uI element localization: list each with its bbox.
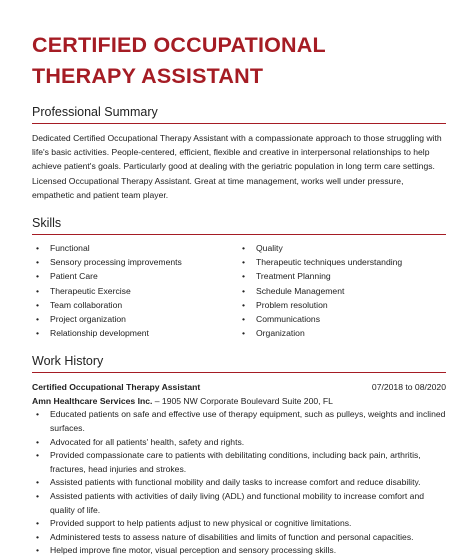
bullet-icon: • bbox=[242, 285, 246, 296]
bullet-icon: • bbox=[242, 314, 246, 325]
skill-item bbox=[36, 298, 242, 312]
name-line-2: THERAPY ASSISTANT bbox=[32, 64, 264, 88]
bullet-icon: • bbox=[36, 285, 40, 296]
resume-name bbox=[32, 0, 446, 92]
skills-section bbox=[32, 216, 446, 340]
skill-item-text: Sensory processing improvements bbox=[50, 257, 182, 268]
skill-item bbox=[242, 312, 402, 326]
skill-item bbox=[36, 269, 242, 283]
job-bullet bbox=[36, 490, 446, 517]
skill-item-text: Functional bbox=[50, 243, 90, 254]
skill-item-text: Team collaboration bbox=[50, 299, 123, 310]
skills-title: Skills bbox=[32, 216, 62, 231]
bullet-icon: • bbox=[36, 491, 40, 501]
skill-item-text: Patient Care bbox=[50, 271, 98, 282]
job-title: Certified Occupational Therapy Assistant bbox=[32, 382, 201, 393]
work-divider bbox=[32, 372, 446, 373]
job-bullet-text: Provided compassionate care to patients with debilitating conditions, including back pain, arthritis, fractures, head injuries and strokes. bbox=[50, 450, 421, 474]
skill-item-text: Project organization bbox=[50, 314, 126, 325]
bullet-icon: • bbox=[242, 243, 246, 254]
company-line bbox=[32, 394, 446, 408]
job-bullet-text: Advocated for all patients' health, safety and rights. bbox=[50, 436, 245, 447]
skill-item-text: Treatment Planning bbox=[256, 271, 331, 282]
summary-title: Professional Summary bbox=[32, 105, 158, 119]
skill-item bbox=[242, 269, 402, 283]
skill-item-text: Relationship development bbox=[50, 328, 149, 339]
work-title: Work History bbox=[32, 354, 104, 369]
bullet-icon: • bbox=[242, 257, 246, 268]
bullet-icon: • bbox=[36, 531, 40, 542]
skill-item bbox=[242, 326, 402, 340]
skill-item-text: Communications bbox=[256, 314, 320, 325]
job-bullet-text: Helped improve fine motor, visual perception and sensory processing skills. bbox=[50, 545, 337, 556]
job-bullet-text: Assisted patients with functional mobility and daily tasks to increase comfort and reduce disability. bbox=[50, 477, 421, 488]
bullet-icon: • bbox=[36, 409, 40, 420]
skills-left-list bbox=[32, 241, 242, 340]
job-bullet-text: Assisted patients with activities of daily living (ADL) and functional mobility to increase comfort and quality of life. bbox=[50, 491, 425, 515]
bullet-icon: • bbox=[36, 314, 40, 325]
skills-columns bbox=[32, 241, 446, 340]
skill-item-text: Therapeutic Exercise bbox=[50, 285, 131, 296]
bullet-icon: • bbox=[36, 450, 40, 461]
skill-item bbox=[242, 241, 402, 255]
bullet-icon: • bbox=[36, 271, 40, 282]
bullet-icon: • bbox=[36, 545, 40, 556]
bullet-icon: • bbox=[36, 518, 40, 529]
bullet-icon: • bbox=[242, 299, 246, 310]
skill-item bbox=[36, 255, 242, 269]
summary-text: Dedicated Certified Occupational Therapy Assistant with a compassionate approach to those struggling with life's basic activities. People-centered, efficient, flexible and creative in interpersonal relationships to help achieve patient's goals. Particularly good at dealing with the geriatric population in long term care settings. Licensed Occupational Therapy Assistant. Great at time management, works well under pressure, empathetic and patient team player. bbox=[32, 133, 442, 200]
company-location: – 1905 NW Corporate Boulevard Suite 200, FL bbox=[152, 396, 333, 407]
skill-item bbox=[36, 312, 242, 326]
job-dates: 07/2018 to 08/2020 bbox=[371, 382, 446, 393]
job-bullet bbox=[36, 476, 446, 490]
bullet-icon: • bbox=[36, 328, 40, 339]
skill-item-text: Therapeutic techniques understanding bbox=[256, 257, 403, 268]
bullet-icon: • bbox=[36, 257, 40, 268]
skills-right-list bbox=[242, 241, 402, 340]
skill-item-text: Quality bbox=[256, 243, 283, 254]
skill-item bbox=[242, 255, 402, 269]
job-header bbox=[32, 380, 446, 394]
skill-item bbox=[36, 284, 242, 298]
job-bullet-text: Educated patients on safe and effective use of therapy equipment, such as pulleys, weights and inclined surfaces. bbox=[50, 409, 446, 434]
job-bullet bbox=[36, 449, 446, 476]
company-name: Amn Healthcare Services Inc. bbox=[32, 396, 153, 407]
skill-item bbox=[36, 326, 242, 340]
bullet-icon: • bbox=[36, 299, 40, 310]
skill-item bbox=[242, 284, 402, 298]
job-bullet-text: Administered tests to assess nature of disabilities and limits of function and personal capacities. bbox=[50, 531, 414, 542]
bullet-icon: • bbox=[36, 436, 40, 447]
skill-item-text: Problem resolution bbox=[256, 299, 328, 310]
bullet-icon: • bbox=[36, 243, 40, 254]
bullet-icon: • bbox=[242, 271, 246, 282]
bullet-icon: • bbox=[36, 477, 40, 488]
skills-divider bbox=[32, 234, 446, 235]
summary-section bbox=[32, 105, 446, 202]
skill-item-text: Schedule Management bbox=[256, 285, 345, 296]
job-bullet-list bbox=[32, 408, 446, 558]
work-section bbox=[32, 354, 446, 558]
job-bullet-text: Provided support to help patients adjust to new physical or cognitive limitations. bbox=[50, 518, 352, 529]
job-bullet bbox=[36, 517, 446, 531]
skill-item-text: Organization bbox=[256, 328, 305, 339]
job-bullet bbox=[36, 408, 446, 435]
bullet-icon: • bbox=[242, 328, 246, 339]
job-bullet bbox=[36, 436, 446, 450]
name-line-1: CERTIFIED OCCUPATIONAL bbox=[32, 33, 326, 57]
job-bullet bbox=[36, 544, 446, 558]
summary-divider bbox=[32, 123, 446, 124]
skill-item bbox=[36, 241, 242, 255]
skill-item bbox=[242, 298, 402, 312]
